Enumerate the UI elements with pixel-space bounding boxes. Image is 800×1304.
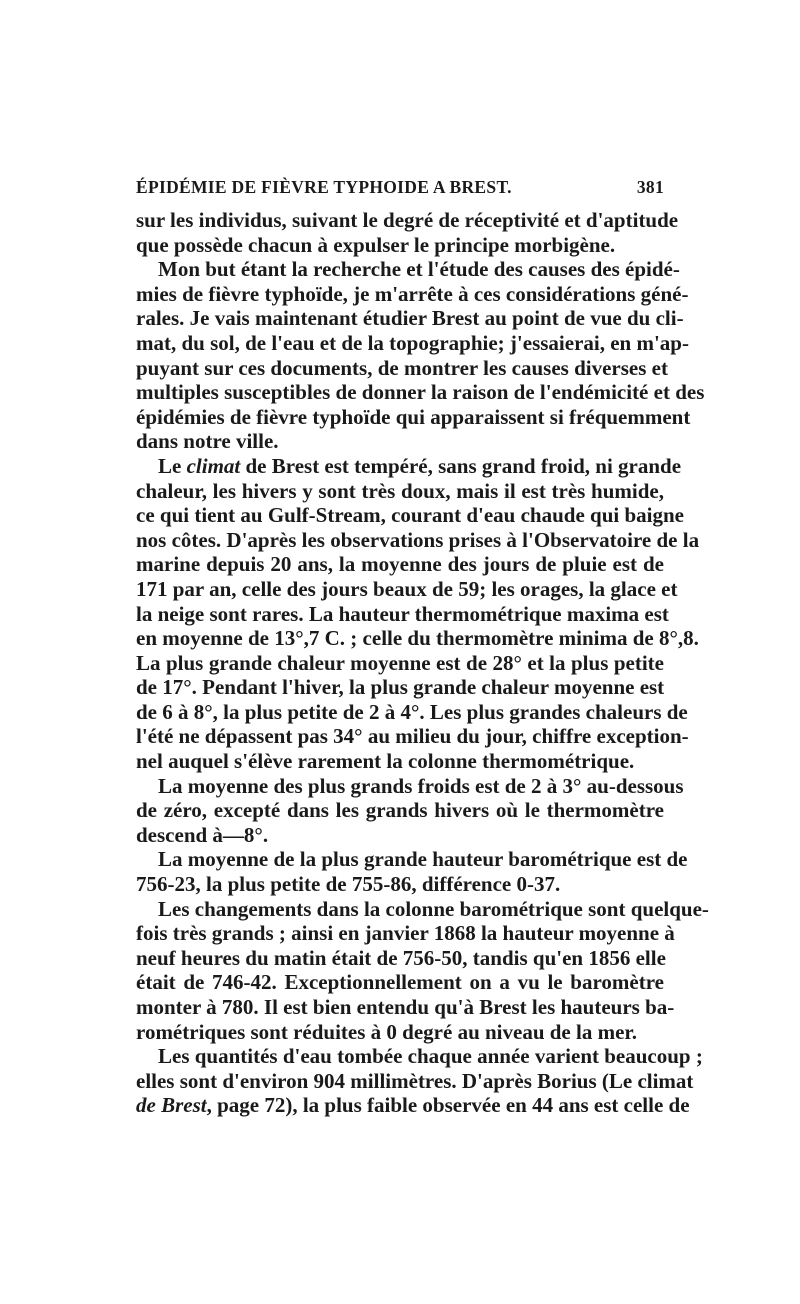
text-line: Mon but étant la recherche et l'étude des causes des épidé-: [158, 257, 680, 282]
text-line: puyant sur ces documents, de montrer les causes diverses et: [136, 355, 668, 380]
text-line: [136, 453, 682, 479]
text-line: 756-23, la plus petite de 755-86, différence 0-37.: [136, 872, 561, 897]
text-line: dans notre ville.: [136, 429, 279, 454]
text-line: la neige sont rares. La hauteur thermométrique maxima est: [136, 601, 669, 626]
text-line: nel auquel s'élève rarement la colonne thermométrique.: [136, 749, 635, 774]
text-fragment: de Brest est tempéré, sans grand froid, ni grande: [240, 453, 682, 478]
text-line: nos côtes. D'après les observations prises à l'Observatoire de la: [136, 527, 700, 552]
text-line: monter à 780. Il est bien entendu qu'à Brest les hauteurs ba-: [136, 995, 675, 1019]
text-line: mat, du sol, de l'eau et de la topographie; j'essaierai, en m'ap-: [136, 330, 689, 355]
text-line: La moyenne des plus grands froids est de 2 à 3° au-dessous: [158, 773, 684, 798]
text-line: de 6 à 8°, la plus petite de 2 à 4°. Les plus grandes chaleurs de: [136, 699, 688, 724]
text-line: que possède chacun à expulser le principe morbigène.: [136, 232, 616, 257]
text-line: [136, 1093, 690, 1118]
text-line: l'été ne dépassent pas 34° au milieu du jour, chiffre exception-: [136, 724, 689, 749]
text-line: Les quantités d'eau tombée chaque année varient beaucoup ;: [158, 1044, 703, 1069]
text-line: de zéro, excepté dans les grands hivers où le thermomètre: [136, 798, 664, 823]
text-line: descend à—8°.: [136, 822, 269, 847]
text-line: multiples susceptibles de donner la raison de l'endémicité et des: [136, 380, 705, 405]
text-line: Les changements dans la colonne barométrique sont quelque-: [158, 896, 709, 921]
text-fragment: , page 72), la plus faible observée en 44 ans est celle de: [206, 1093, 690, 1118]
text-line: était de 746-42. Exceptionnellement on a vu le baromètre: [136, 970, 664, 995]
text-line: sur les individus, suivant le degré de réceptivité et d'aptitude: [136, 208, 679, 232]
text-line: marine depuis 20 ans, la moyenne des jours de pluie est de: [136, 552, 664, 577]
italic-text: climat: [186, 453, 241, 478]
text-line: de 17°. Pendant l'hiver, la plus grande chaleur moyenne est: [136, 675, 665, 700]
italic-text: de Brest: [136, 1093, 207, 1118]
text-line: neuf heures du matin était de 756-50, tandis qu'en 1856 elle: [136, 945, 666, 970]
running-head: [136, 177, 664, 198]
text-line: fois très grands ; ainsi en janvier 1868 la hauteur moyenne à: [136, 921, 675, 946]
text-line: rales. Je vais maintenant étudier Brest au point de vue du cli-: [136, 306, 684, 331]
page-number: 381: [636, 177, 664, 197]
body-text: [136, 208, 709, 1118]
text-line: 171 par an, celle des jours beaux de 59; les orages, la glace et: [136, 576, 678, 601]
text-line: en moyenne de 13°,7 C. ; celle du thermomètre minima de 8°,8.: [136, 626, 699, 651]
text-line: rométriques sont réduites à 0 degré au niveau de la mer.: [136, 1019, 638, 1044]
text-line: La moyenne de la plus grande hauteur barométrique est de: [158, 847, 688, 872]
text-line: ce qui tient au Gulf-Stream, courant d'eau chaude qui baigne: [136, 503, 684, 528]
text-fragment: Le: [158, 453, 187, 478]
text-line: chaleur, les hivers y sont très doux, mais il est très humide,: [136, 478, 664, 503]
running-title: ÉPIDÉMIE DE FIÈVRE TYPHOIDE A BREST.: [136, 177, 512, 197]
text-line: elles sont d'environ 904 millimètres. D'après Borius (Le climat: [136, 1068, 694, 1093]
text-line: mies de fièvre typhoïde, je m'arrête à ces considérations géné-: [136, 281, 689, 306]
text-line: La plus grande chaleur moyenne est de 28° et la plus petite: [136, 650, 664, 675]
text-line: épidémies de fièvre typhoïde qui apparaissent si fréquemment: [136, 404, 691, 429]
